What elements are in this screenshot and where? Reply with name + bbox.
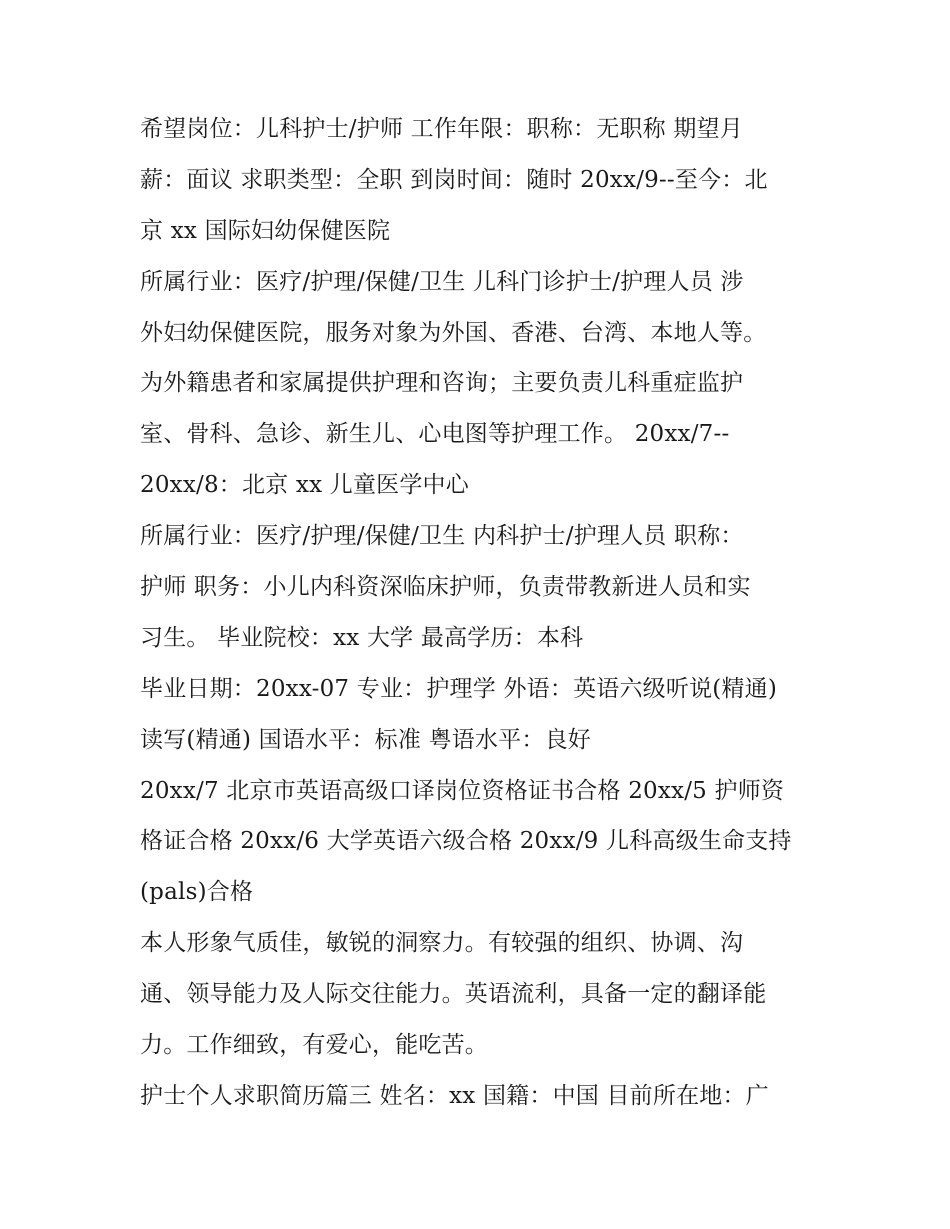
text-line: 希望岗位：儿科护士/护师 工作年限：职称：无职称 期望月	[140, 116, 743, 142]
text-line: 习生。 毕业院校：xx 大学 最高学历：本科	[140, 624, 584, 651]
text-line: 室、骨科、急诊、新生儿、心电图等护理工作。 20xx/7--	[140, 421, 730, 448]
text-line: 20xx/7 北京市英语高级口译岗位资格证书合格 20xx/5 护师资	[140, 777, 785, 804]
text-line: 所属行业：医疗/护理/保健/卫生 儿科门诊护士/护理人员 涉	[140, 268, 744, 295]
text-line: 毕业日期：20xx-07 专业：护理学 外语：英语六级听说(精通)	[140, 675, 778, 702]
text-line: 护师 职务：小儿内科资深临床护师，负责带教新进人员和实	[140, 574, 751, 601]
text-line: (pals)合格	[140, 879, 254, 906]
text-line: 20xx/8：北京 xx 儿童医学中心	[140, 472, 469, 499]
text-line: 护士个人求职简历篇三 姓名：xx 国籍：中国 目前所在地：广	[140, 1082, 769, 1109]
text-line: 格证合格 20xx/6 大学英语六级合格 20xx/9 儿科高级生命支持	[140, 828, 792, 855]
document-body	[140, 104, 820, 1122]
text-line: 为外籍患者和家属提供护理和咨询；主要负责儿科重症监护	[140, 370, 744, 397]
text-line: 所属行业：医疗/护理/保健/卫生 内科护士/护理人员 职称：	[140, 523, 744, 550]
text-line: 读写(精通) 国语水平：标准 粤语水平：良好	[140, 726, 591, 753]
text-line: 本人形象气质佳，敏锐的洞察力。有较强的组织、协调、沟	[140, 930, 744, 957]
text-line: 京 xx 国际妇幼保健医院	[140, 217, 391, 244]
text-line: 外妇幼保健医院，服务对象为外国、香港、台湾、本地人等。	[140, 319, 767, 346]
text-line: 力。工作细致，有爱心，能吃苦。	[140, 1032, 488, 1059]
text-line: 薪：面议 求职类型：全职 到岗时间：随时 20xx/9--至今：北	[140, 166, 768, 193]
text-line: 通、领导能力及人际交往能力。英语流利，具备一定的翻译能	[140, 981, 767, 1008]
